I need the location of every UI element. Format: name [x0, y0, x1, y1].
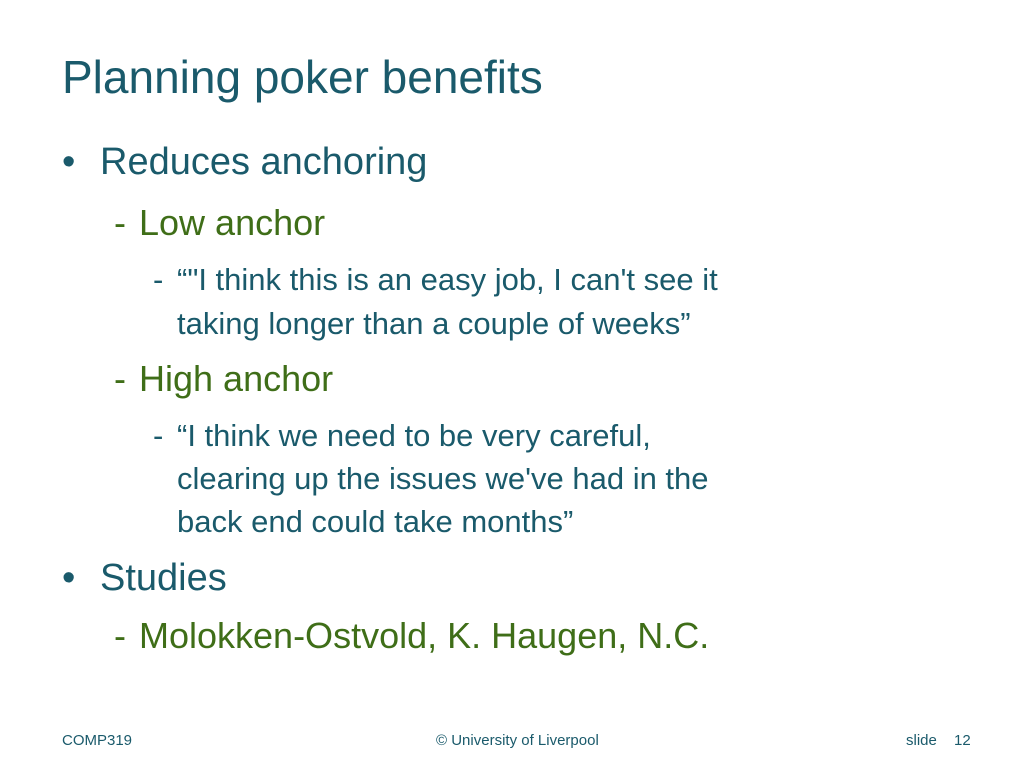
footer-copyright: © University of Liverpool: [436, 732, 599, 749]
bullet-marker: •: [62, 557, 76, 599]
quote-line: back end could take months”: [177, 504, 574, 539]
bullet-marker: •: [62, 141, 76, 183]
quote-line: “I think we need to be very careful,: [177, 418, 651, 453]
dash-marker: -: [153, 262, 164, 297]
dash-marker: -: [114, 202, 126, 243]
bullet-text: Studies: [100, 557, 227, 599]
sub-bullet-text: Molokken-Ostvold, K. Haugen, N.C.: [139, 615, 710, 656]
dash-marker: -: [114, 615, 126, 656]
quote-line: “"I think this is an easy job, I can't see it: [177, 262, 718, 297]
quote-line: clearing up the issues we've had in the: [177, 461, 709, 496]
sub-bullet-text: High anchor: [139, 358, 334, 399]
footer-slide-label: slide: [906, 732, 937, 749]
sub-bullet-text: Low anchor: [139, 202, 326, 243]
footer-course: COMP319: [62, 732, 133, 749]
bullet-text: Reduces anchoring: [100, 141, 428, 183]
footer-slide-number: 12: [954, 732, 971, 749]
dash-marker: -: [114, 358, 126, 399]
quote-line: taking longer than a couple of weeks”: [177, 306, 691, 341]
slide-title: Planning poker benefits: [62, 51, 543, 103]
dash-marker: -: [153, 418, 164, 453]
